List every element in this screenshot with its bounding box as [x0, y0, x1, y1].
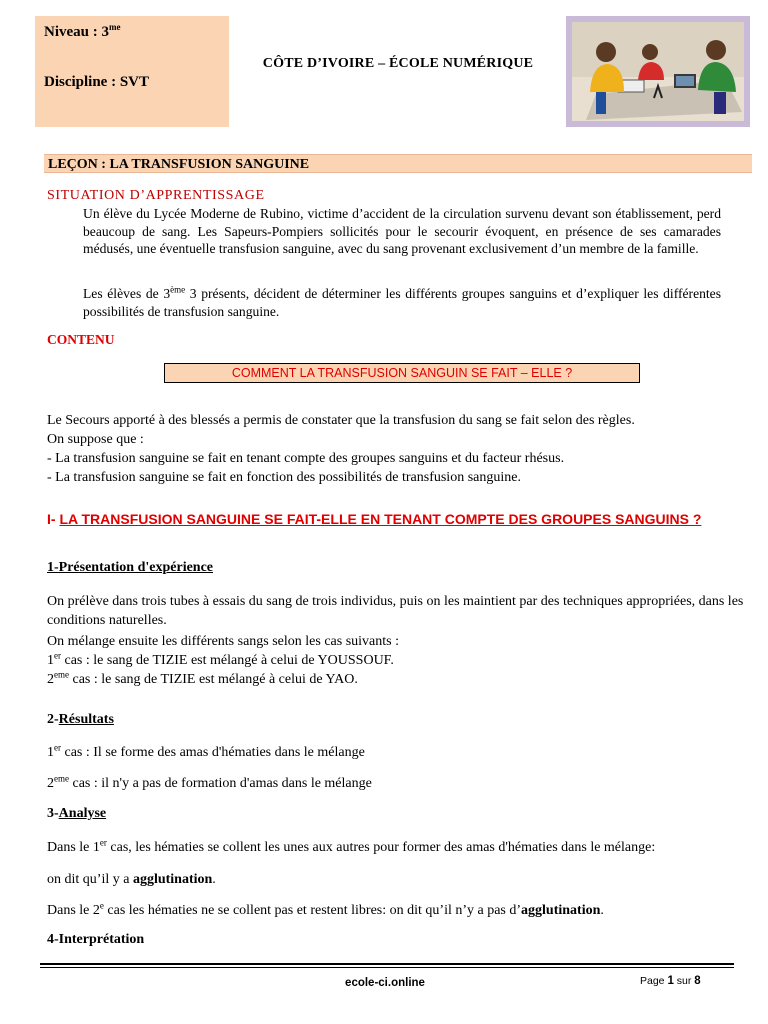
cases-intro: On mélange ensuite les différents sangs selon les cas suivants :	[47, 634, 399, 649]
experience-paragraph: On prélève dans trois tubes à essais du sang de trois individus, puis on les maintient par des techniques appropriées, dans les conditions naturelles.	[47, 594, 744, 628]
case-1: 1er cas : le sang de TIZIE est mélangé à celui de YOUSSOUF.	[47, 650, 394, 668]
main-question-box: COMMENT LA TRANSFUSION SANGUIN SE FAIT – ELLE ?	[164, 363, 640, 383]
level-label: Niveau : $3^{me}$	[44, 22, 121, 40]
contenu-title: CONTENU	[47, 332, 115, 347]
result-2: 2eme cas : il n'y a pas de formation d'amas dans le mélange	[47, 773, 372, 791]
page-number: Page 1 sur 8	[640, 975, 701, 987]
experience-heading: 1-Présentation d'expérience	[47, 560, 214, 575]
situation-title: SITUATION D’APPRENTISSAGE	[47, 188, 265, 203]
footer-rule	[40, 963, 734, 965]
footer-site: ecole-ci.online	[345, 977, 425, 989]
analysis-heading: 3-Analyse	[47, 806, 107, 821]
lesson-title: LEÇON : LA TRANSFUSION SANGUINE	[44, 154, 752, 173]
experience-cases	[47, 632, 747, 689]
intro-line: - La transfusion sanguine se fait en fonction des possibilités de transfusion sanguine.	[47, 470, 521, 485]
header-info-box	[35, 16, 229, 127]
case-2: 2eme cas : le sang de TIZIE est mélangé à celui de YAO.	[47, 669, 358, 687]
intro-line: - La transfusion sanguine se fait en tenant compte des groupes sanguins et du facteur rhésus.	[47, 451, 565, 466]
results-heading: 2-Résultats	[47, 712, 114, 727]
intro-text	[47, 411, 747, 487]
situation-paragraph-2: Les élèves de 3ème 3 présents, décident de déterminer les différents groupes sanguins et d’expliquer les différentes possibilités de transfusion sanguine.	[83, 284, 721, 319]
intro-line: Le Secours apporté à des blessés a permis de constater que la transfusion du sang se fait selon des règles.	[47, 413, 635, 428]
analysis-line-3: Dans le 2e cas les hématies ne se collent pas et restent libres: on dit qu’il n’y a pas d’agglutination.	[47, 900, 604, 918]
header-title: CÔTE D’IVOIRE – ÉCOLE NUMÉRIQUE	[262, 56, 534, 71]
situation-paragraph-1: Un élève du Lycée Moderne de Rubino, victime d’accident de la circulation survenu devant son établissement, perd beaucoup de sang. Les Sapeurs-Pompiers sollicités pour le secourir évoquent, en présence de ses camarades médusés, une éventuelle transfusion sanguine, avec du sang provenant exclusivement d’un membre de la famille.	[83, 206, 721, 256]
analysis-line-1: Dans le 1er cas, les hématies se collent les unes aux autres pour former des amas d'hématies dans le mélange:	[47, 837, 656, 855]
result-1: 1er cas : Il se forme des amas d'hématies dans le mélange	[47, 742, 365, 760]
intro-line: On suppose que :	[47, 432, 144, 447]
interpretation-heading: 4-Interprétation	[47, 932, 145, 947]
footer-rule	[40, 967, 734, 968]
analysis-line-2: on dit qu’il y a agglutination.	[47, 872, 216, 887]
students-with-computers-illustration	[566, 16, 750, 127]
discipline-label: Discipline : SVT	[44, 74, 150, 90]
section-1-title: I- LA TRANSFUSION SANGUINE SE FAIT-ELLE EN TENANT COMPTE DES GROUPES SANGUINS ?	[47, 511, 702, 527]
